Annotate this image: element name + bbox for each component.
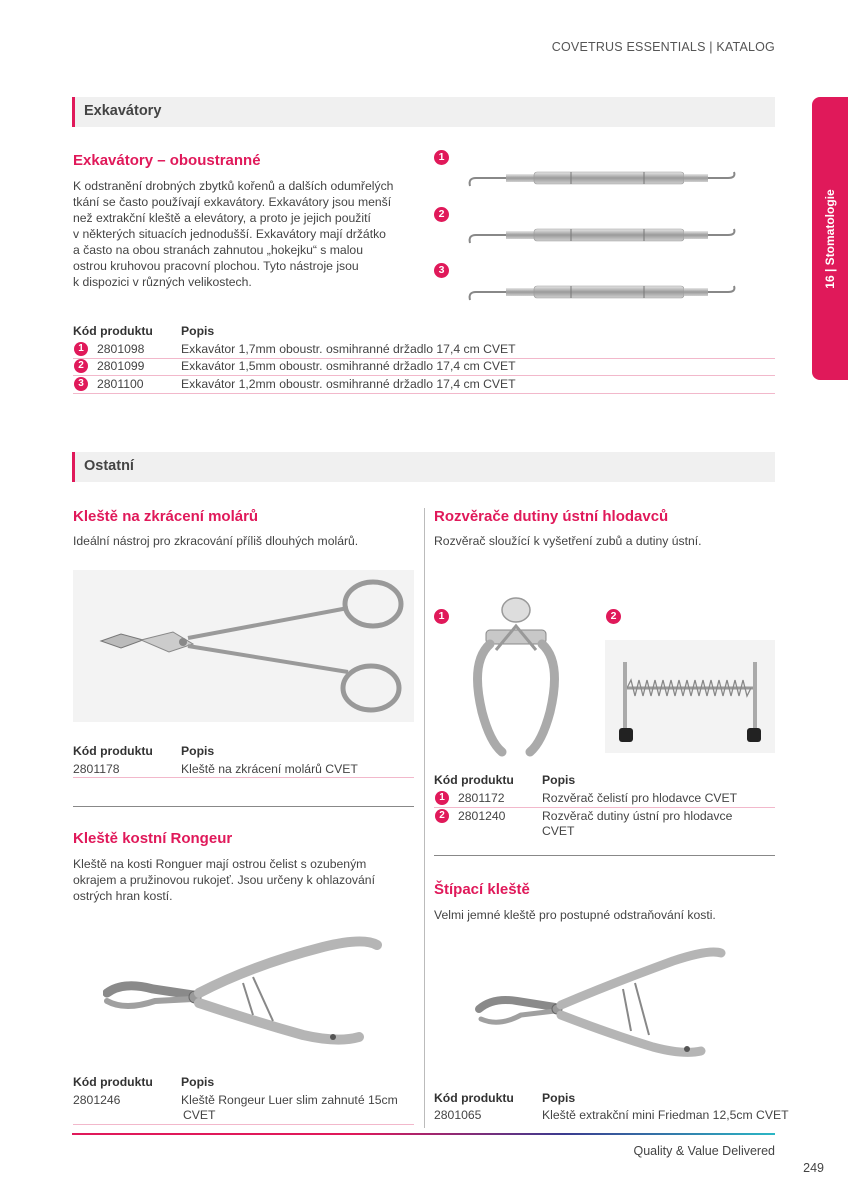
- excavator-2: [470, 229, 735, 243]
- column-header-description: Popis: [542, 773, 576, 787]
- column-header-description: Popis: [181, 324, 215, 338]
- rodent-mouth-speculum-image: [605, 640, 775, 753]
- table-row: [434, 790, 775, 807]
- product-description-rongeur: Kleště na kosti Ronguer mají ostrou čelist s ozubeným okrajem a pružinovou rukojeť. Jsou určeny k ohlazování ostrých hran kostí.: [73, 857, 375, 903]
- row-divider: [73, 1124, 414, 1125]
- product-code: 2801065: [434, 1108, 482, 1122]
- product-description-stipaci: Velmi jemné kleště pro postupné odstraňování kosti.: [434, 908, 716, 922]
- rodent-jaw-gag-image: [456, 592, 576, 757]
- product-description: Kleště na zkrácení molárů CVET: [181, 762, 358, 776]
- excavator-instruments-image: [466, 160, 741, 305]
- column-header-description: Popis: [542, 1091, 576, 1105]
- product-code: 2801240: [458, 809, 506, 823]
- image-badge-3: 3: [434, 263, 449, 278]
- excavator-1: [470, 172, 735, 186]
- column-header-code: Kód produktu: [73, 744, 153, 758]
- image-badge-2: 2: [606, 609, 621, 624]
- row-badge: 1: [74, 342, 88, 356]
- product-description-rozverace: Rozvěrač sloužící k vyšetření zubů a dutiny ústní.: [434, 534, 702, 548]
- product-code: 2801099: [97, 359, 145, 373]
- row-divider: [73, 777, 414, 778]
- table-row: [434, 807, 775, 840]
- product-description: Rozvěrač dutiny ústní pro hlodavce CVET: [542, 809, 733, 838]
- section-title: Exkavátory: [84, 103, 162, 119]
- image-badge-2: 2: [434, 207, 449, 222]
- row-badge: 3: [74, 377, 88, 391]
- excavator-3: [470, 286, 735, 300]
- section-header-ostatni: [72, 452, 775, 482]
- product-separator: [73, 806, 414, 807]
- product-code: 2801100: [97, 377, 144, 391]
- section-header-exkavatory: [72, 97, 775, 127]
- catalog-header: COVETRUS ESSENTIALS | KATALOG: [551, 40, 775, 54]
- product-description: Kleště Rongeur Luer slim zahnuté 15cm CVET: [181, 1093, 398, 1122]
- friedman-rongeur-image: [473, 935, 733, 1070]
- row-badge: 1: [435, 791, 449, 805]
- footer-tagline: Quality & Value Delivered: [633, 1144, 775, 1158]
- section-title: Ostatní: [84, 458, 134, 474]
- column-header-code: Kód produktu: [434, 1091, 514, 1105]
- product-code: 2801098: [97, 342, 145, 356]
- product-title-molar: Kleště na zkrácení molárů: [73, 508, 259, 525]
- chapter-tab-label: 16 | Stomatologie: [823, 188, 837, 289]
- table-row: [73, 375, 775, 392]
- footer-rule: [72, 1133, 775, 1135]
- molar-cutter-image: [73, 570, 414, 722]
- product-title-stipaci: Štípací kleště: [434, 881, 530, 898]
- column-divider: [424, 508, 425, 1128]
- product-description-molar: Ideální nástroj pro zkracování příliš dlouhých molárů.: [73, 534, 359, 548]
- product-code: 2801178: [73, 762, 120, 776]
- product-description: Exkavátor 1,2mm oboustr. osmihranné držadlo 17,4 cm CVET: [181, 377, 516, 391]
- product-description: Exkavátor 1,5mm oboustr. osmihranné držadlo 17,4 cm CVET: [181, 359, 516, 373]
- product-code: 2801246: [73, 1093, 121, 1107]
- page-number: 249: [803, 1161, 824, 1175]
- product-description: Rozvěrač čelistí pro hlodavce CVET: [542, 791, 738, 805]
- image-badge-1: 1: [434, 150, 449, 165]
- row-divider: [73, 393, 775, 394]
- column-header-code: Kód produktu: [73, 324, 153, 338]
- rongeur-forceps-image: [103, 925, 383, 1060]
- product-code: 2801172: [458, 791, 505, 805]
- product-title-rozverace: Rozvěrače dutiny ústní hlodavců: [434, 508, 669, 525]
- product-title-rongeur: Kleště kostní Rongeur: [73, 830, 233, 847]
- column-header-code: Kód produktu: [434, 773, 514, 787]
- column-header-description: Popis: [181, 1075, 215, 1089]
- product-description-exkavatory: K odstranění drobných zbytků kořenů a dalších odumřelých tkání se často používají exkavátory. Exkavátory jsou menší než extrakční kleště a elevátory, a proto je jejich použití v některých situacích jednodušší. Exkavátory mají držátko a často na obou stranách zahnutou „hokejku“ s malou ostrou kruhovou pracovní plochou. Tyto nástroje jsou k dispozici v různých velikostech.: [73, 179, 394, 289]
- row-badge: 2: [74, 359, 88, 373]
- table-row: [73, 341, 775, 358]
- row-badge: 2: [435, 809, 449, 823]
- chapter-tab[interactable]: [812, 97, 848, 380]
- product-description: Kleště extrakční mini Friedman 12,5cm CVET: [542, 1108, 789, 1122]
- product-description: Exkavátor 1,7mm oboustr. osmihranné držadlo 17,4 cm CVET: [181, 342, 516, 356]
- table-row: [73, 358, 775, 375]
- image-badge-1: 1: [434, 609, 449, 624]
- column-header-code: Kód produktu: [73, 1075, 153, 1089]
- column-header-description: Popis: [181, 744, 215, 758]
- product-separator: [434, 855, 775, 856]
- product-title-exkavatory: Exkavátory – oboustranné: [73, 152, 261, 169]
